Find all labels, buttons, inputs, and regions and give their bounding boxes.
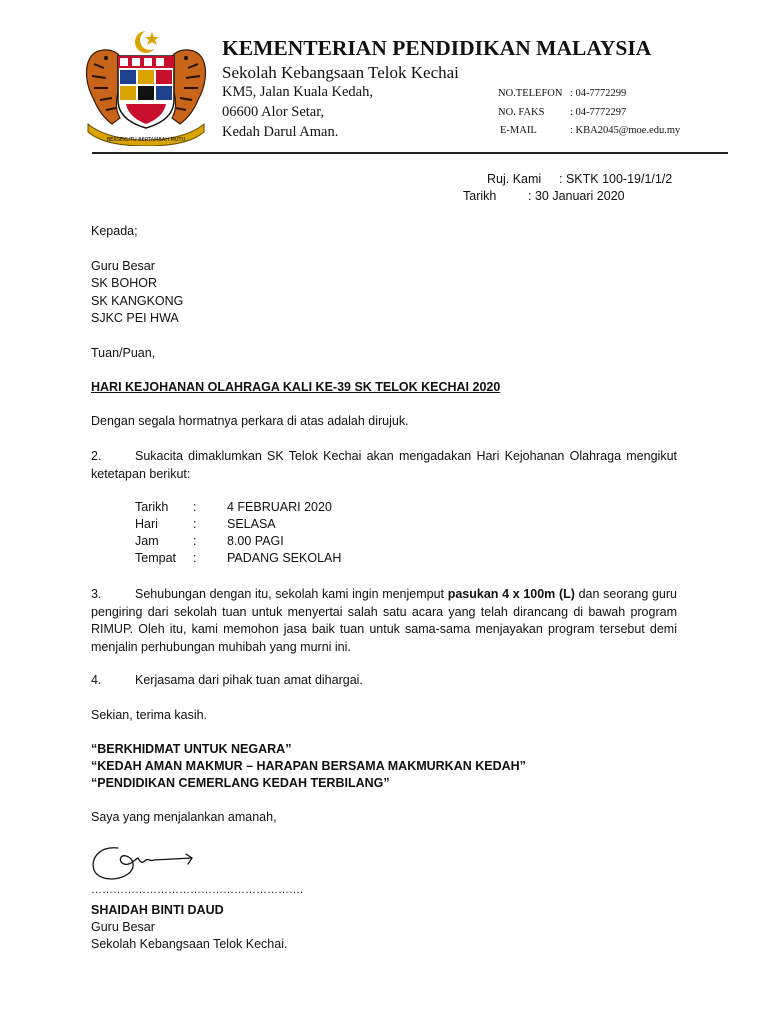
paragraph-4-text: Kerjasama dari pihak tuan amat dihargai. [135,673,363,687]
paragraph-3 [91,586,677,656]
detail-label-venue: Tempat [135,551,176,565]
greeting: Tuan/Puan, [91,346,156,360]
paragraph-3-highlight: pasukan 4 x 100m (L) [447,587,575,601]
detail-colon: : [193,551,197,565]
signature-dots: …………………………………………………. [91,884,304,896]
to-label: Kepada; [91,224,138,238]
paragraph-2 [91,448,677,483]
trust-line: Saya yang menjalankan amanah, [91,810,277,824]
intro-paragraph: Dengan segala hormatnya perkara di atas adalah dirujuk. [91,414,409,428]
address-line-1: KM5, Jalan Kuala Kedah, [222,84,373,100]
address-line-3: Kedah Darul Aman. [222,124,339,140]
crescent-star-icon [135,30,160,53]
detail-value-day: SELASA [227,517,276,531]
header-divider [92,152,728,154]
signatory-position: Guru Besar [91,920,155,934]
detail-label-day: Hari [135,517,158,531]
detail-value-venue: PADANG SEKOLAH [227,551,342,565]
motto-2: “KEDAH AMAN MAKMUR – HARAPAN BERSAMA MAKMURKAN KEDAH” [91,759,526,773]
detail-colon: : [193,500,197,514]
detail-value-date: 4 FEBRUARI 2020 [227,500,332,514]
paragraph-2-number: 2. [91,449,102,463]
reference-value: : SKTK 100-19/1/1/2 [559,172,673,186]
recipient-line-1: Guru Besar [91,259,155,273]
email-value: : KBA2045@moe.edu.my [570,125,681,136]
address-line-2: 06600 Alor Setar, [222,104,325,120]
signatory-name: SHAIDAH BINTI DAUD [91,903,224,917]
email-label: E-MAIL [500,125,537,136]
motto-1: “BERKHIDMAT UNTUK NEGARA” [91,742,292,756]
coat-of-arms-logo [82,28,210,146]
school-name: Sekolah Kebangsaan Telok Kechai [222,63,459,82]
paragraph-4-number: 4. [91,673,102,687]
recipient-line-4: SJKC PEI HWA [91,311,179,325]
paragraph-3-text-a: Sehubungan dengan itu, sekolah kami ingin menjemput [135,587,448,601]
motto-3: “PENDIDIKAN CEMERLANG KEDAH TERBILANG” [91,776,390,790]
detail-colon: : [193,517,197,531]
detail-label-time: Jam [135,534,159,548]
handwritten-signature [88,838,208,888]
recipient-line-3: SK KANGKONG [91,294,184,308]
paragraph-3-number: 3. [91,587,102,601]
detail-colon: : [193,534,197,548]
recipient-line-2: SK BOHOR [91,276,157,290]
date-value: : 30 Januari 2020 [528,189,625,203]
detail-value-time: 8.00 PAGI [227,534,284,548]
phone-label: NO.TELEFON [498,88,563,99]
letter-subject: HARI KEJOHANAN OLAHRAGA KALI KE-39 SK TELOK KECHAI 2020 [91,380,501,394]
signatory-school: Sekolah Kebangsaan Telok Kechai. [91,937,288,951]
svg-text:BERSEKUTU BERTAMBAH MUTU: BERSEKUTU BERTAMBAH MUTU [106,137,186,143]
ministry-title: KEMENTERIAN PENDIDIKAN MALAYSIA [222,36,652,60]
paragraph-2-text: Sukacita dimaklumkan SK Telok Kechai akan mengadakan Hari Kejohanan Olahraga mengikut ketetapan berikut: [91,449,677,481]
paragraph-3-text-b: dan seorang guru pengiring dari sekolah tuan untuk menyertai salah satu acara yang telah dirancang di bawah program RIMUP. Oleh itu, kami memohon jasa baik tuan untuk sama-sama menjayakan program tersebut demi menjalin perhubungan muhibah yang murni ini. [91,587,677,654]
reference-label: Ruj. Kami [487,172,542,186]
fax-value: : 04-7772297 [570,107,627,118]
detail-label-date: Tarikh [135,500,169,514]
phone-value: : 04-7772299 [570,88,627,99]
date-label: Tarikh [463,189,497,203]
closing-line: Sekian, terima kasih. [91,708,208,722]
shield-icon [118,56,174,128]
fax-label: NO. FAKS [498,107,545,118]
